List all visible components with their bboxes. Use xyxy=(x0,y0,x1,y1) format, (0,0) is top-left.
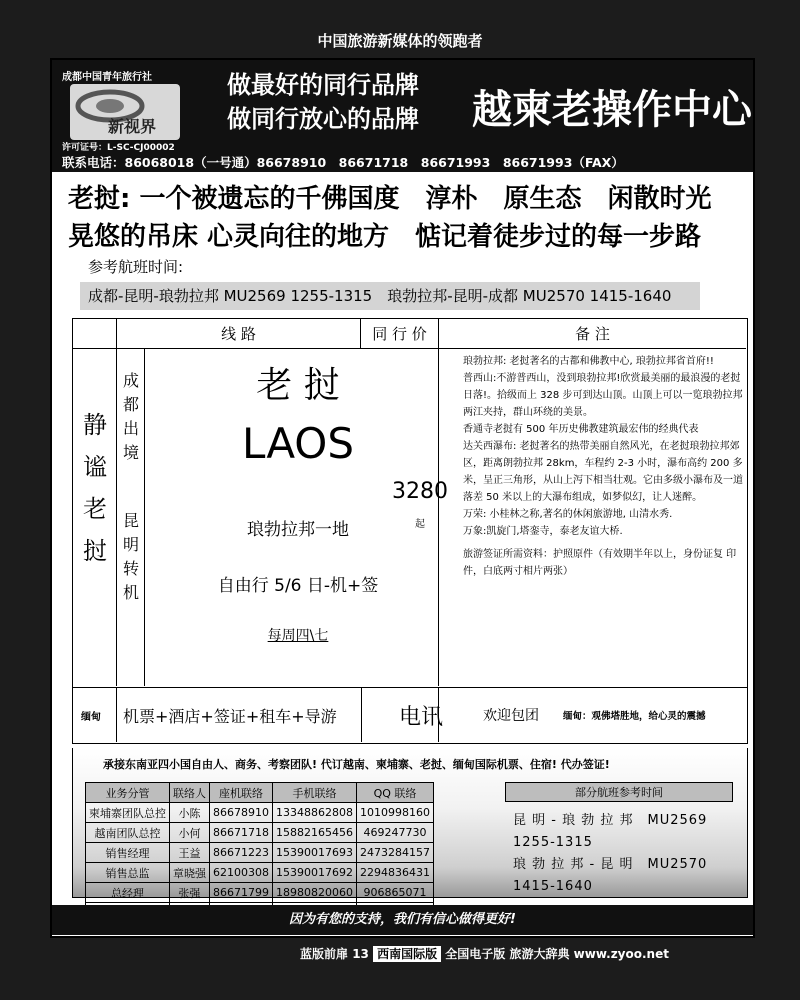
column-header: 座机联络 xyxy=(210,783,273,803)
tel-label: 电讯 xyxy=(399,705,444,730)
contacts-section xyxy=(72,748,748,898)
flight-line: 昆 明 - 琅 勃 拉 邦 MU2569 xyxy=(513,813,708,828)
transfer-label: 昆明转机 xyxy=(122,511,139,602)
cell-contact: 小陈 xyxy=(170,803,210,823)
route-name: 琅勃拉邦一地 xyxy=(247,520,349,540)
route-detail: 自由行 5/6 日-机+签 xyxy=(217,576,379,596)
logo-image xyxy=(70,84,180,140)
license-number: 许可证号：L-SC-CJ00002 xyxy=(62,143,175,153)
category-label: 静谧老挝 xyxy=(83,411,107,565)
cell-role: 销售总监 xyxy=(86,863,170,883)
slogan-line-1: 做最好的同行品牌 xyxy=(227,71,419,99)
slogan-line-2: 做同行放心的品牌 xyxy=(227,105,419,133)
table-header-row xyxy=(86,783,434,803)
flights-reference-body xyxy=(505,802,733,898)
footer xyxy=(300,945,669,962)
brand-title: 越柬老操作中心 xyxy=(472,87,752,133)
laos-chinese: 老 挝 xyxy=(256,365,340,406)
logo-text: 新视界 xyxy=(108,117,157,136)
note-item: 达关西瀑布: 老挝著名的热带美丽自然风光，在老挝琅勃拉邦郊区，距离朗勃拉邦 28km，车程约 2-3 小时，瀑布高约 200 多米，呈正三角形，从山上泻下相当壮观。它由多级小瀑布及一道落差 50 米以上的大瀑布组成，如梦似幻，让人迷醉。 xyxy=(463,441,743,503)
cell-phone: 86671718 xyxy=(210,823,273,843)
note-item: 万荣: 小桂林之称,著名的休闲旅游地, 山清水秀. xyxy=(463,509,673,520)
laos-english: LAOS xyxy=(241,419,355,468)
group-welcome: 欢迎包团 xyxy=(483,708,539,724)
departure-days: 每周四\七 xyxy=(267,628,329,644)
tagline: 因为有您的支持，我们有信心做得更好! xyxy=(52,905,753,935)
flights-reference-title: 部分航班参考时间 xyxy=(505,782,733,802)
page-number: 13 xyxy=(352,947,369,961)
flights-reference xyxy=(505,782,733,898)
cell-phone: 86671799 xyxy=(210,883,273,903)
header-route: 线 路 xyxy=(117,319,361,349)
price-value: 3280 xyxy=(392,479,448,504)
table-row xyxy=(86,843,434,863)
note-item: 旅游签证所需资料：护照原件（有效期半年以上，身份证复 印件，白底两寸相片两张） xyxy=(463,549,737,577)
myanmar-row xyxy=(72,688,748,744)
cell-mobile: 15390017693 xyxy=(273,843,357,863)
column-header: 业务分管 xyxy=(86,783,170,803)
cell-contact: 小何 xyxy=(170,823,210,843)
flight-info: 成都-昆明-琅勃拉邦 MU2569 1255-1315 琅勃拉邦-昆明-成都 MU2570 1415-1640 xyxy=(80,282,700,310)
cell-mobile: 18980820060 xyxy=(273,883,357,903)
table-row xyxy=(86,823,434,843)
top-banner: 中国旅游新媒体的领跑者 xyxy=(317,32,483,50)
services-intro: 承接东南亚四小国自由人、商务、考察团队! 代订越南、柬埔寨、老挝、缅甸国际机票、住宿! 代办签证! xyxy=(103,758,610,771)
notes-text xyxy=(463,353,745,580)
slogan xyxy=(227,68,419,136)
footer-section: 蓝版前扉 xyxy=(300,947,349,961)
headline-line-2: 晃悠的吊床 心灵向往的地方 惦记着徒步过的每一步路 xyxy=(68,222,702,252)
cell-qq: 906865071 xyxy=(356,883,433,903)
cell-contact: 张强 xyxy=(170,883,210,903)
cell-contact: 王益 xyxy=(170,843,210,863)
column-header: 手机联络 xyxy=(273,783,357,803)
cell-qq: 1010998160 xyxy=(356,803,433,823)
logo xyxy=(62,66,222,148)
table-row xyxy=(86,803,434,823)
flight-label: 参考航班时间: xyxy=(88,258,184,276)
advert-page xyxy=(50,58,755,938)
flight-line: 1415-1640 xyxy=(513,879,593,894)
cell-role: 柬埔寨团队总控 xyxy=(86,803,170,823)
myanmar-note: 缅甸：观佛塔胜地，给心灵的震撼 xyxy=(563,711,706,722)
table-corner xyxy=(73,319,117,349)
note-item: 香通寺老挝有 500 年历史佛教建筑最宏伟的经典代表 xyxy=(463,424,699,435)
header-notes: 备 注 xyxy=(439,319,746,349)
category-cell xyxy=(73,349,117,686)
footer-text: 全国电子版 旅游大辞典 www.zyoo.net xyxy=(445,947,669,961)
cell-mobile: 15390017692 xyxy=(273,863,357,883)
route-table xyxy=(72,318,748,688)
edition-box: 西南国际版 xyxy=(373,946,441,962)
contact-table xyxy=(85,782,434,923)
departure-cell xyxy=(117,349,145,686)
header-price: 同 行 价 xyxy=(361,319,439,349)
note-item: 万象:凯旋门,塔銮寺，泰老友谊大桥. xyxy=(463,526,623,537)
myanmar-label: 缅甸 xyxy=(81,712,101,723)
departure-label: 成都出境 xyxy=(122,371,139,462)
column-header: 联络人 xyxy=(170,783,210,803)
table-row xyxy=(86,883,434,903)
myanmar-services: 机票+酒店+签证+租车+导游 xyxy=(123,707,337,726)
column-header: QQ 联络 xyxy=(356,783,433,803)
note-item: 普西山:不游普西山，没到琅勃拉邦!欣赏最美丽的最浪漫的老挝日落!。拾级而上 328 步可到达山顶。山顶上可以一览琅勃拉邦两江夹持，群山环绕的美景。 xyxy=(463,373,743,418)
flight-line: 1255-1315 xyxy=(513,835,593,850)
header xyxy=(52,60,753,172)
cell-qq: 469247730 xyxy=(356,823,433,843)
cell-contact: 章晓强 xyxy=(170,863,210,883)
cell-role: 销售经理 xyxy=(86,843,170,863)
price-suffix: 起 xyxy=(415,519,425,530)
flight-line: 琅 勃 拉 邦 - 昆 明 MU2570 xyxy=(513,857,708,872)
headline-line-1: 老挝: 一个被遗忘的千佛国度 淳朴 原生态 闲散时光 xyxy=(68,184,712,214)
cell-phone: 86678910 xyxy=(210,803,273,823)
cell-role: 总经理 xyxy=(86,883,170,903)
cell-mobile: 15882165456 xyxy=(273,823,357,843)
cell-phone: 62100308 xyxy=(210,863,273,883)
cell-mobile: 13348862808 xyxy=(273,803,357,823)
contact-phones: 联系电话：86068018（一号通）86678910 86671718 86671993 86671993（FAX） xyxy=(62,155,624,170)
cell-phone: 86671223 xyxy=(210,843,273,863)
cell-qq: 2473284157 xyxy=(356,843,433,863)
note-item: 琅勃拉邦: 老挝著名的古都和佛教中心, 琅勃拉邦省首府!! xyxy=(463,356,714,367)
company-name: 成都中国青年旅行社 xyxy=(62,72,152,83)
cell-qq: 2294836431 xyxy=(356,863,433,883)
table-row xyxy=(86,863,434,883)
cell-role: 越南团队总控 xyxy=(86,823,170,843)
